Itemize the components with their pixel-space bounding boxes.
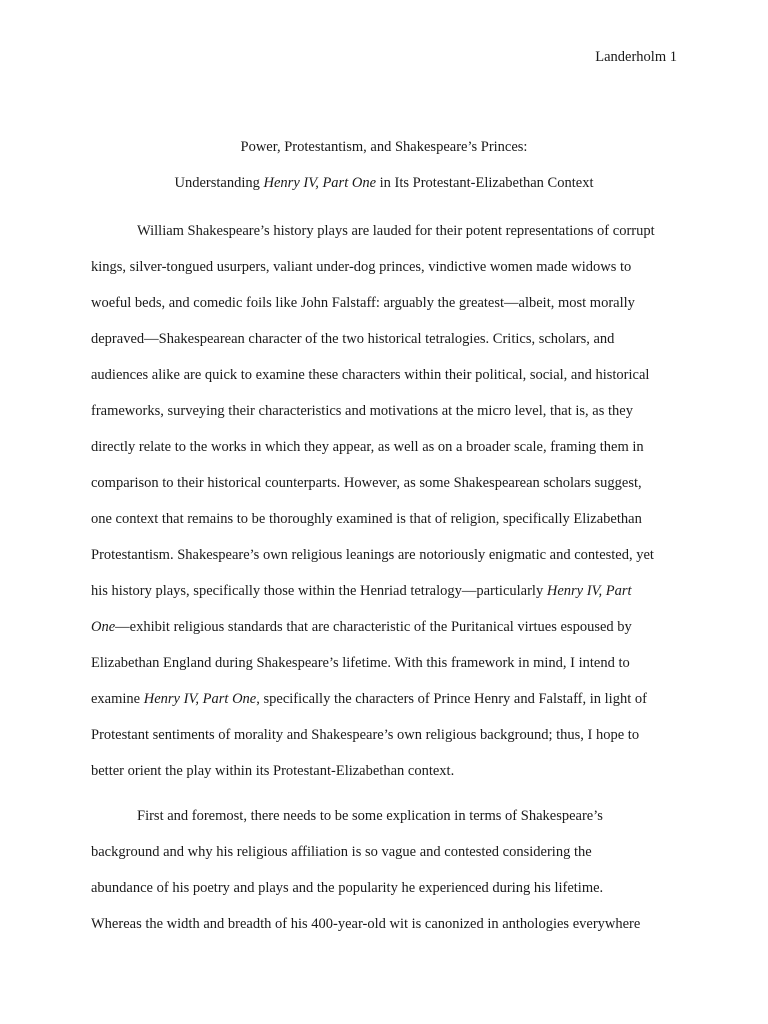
italic-play-name: Henry IV, Part — [546, 583, 632, 599]
paragraph-line: William Shakespeare’s history plays are lauded for their potent representations of corrupt — [137, 223, 655, 239]
paragraph-line: depraved—Shakespearean character of the two historical tetralogies. Critics, scholars, and — [91, 331, 615, 347]
title-italic-play-name: Henry IV, Part One — [263, 175, 377, 191]
paragraph-line: woeful beds, and comedic foils like John Falstaff: arguably the greatest—albeit, most morally — [91, 295, 635, 311]
line-text: examine — [91, 691, 144, 707]
paragraph-line: Whereas the width and breadth of his 400-year-old wit is canonized in anthologies everywhere — [91, 916, 641, 932]
paragraph-line: Protestantism. Shakespeare’s own religious leanings are notoriously enigmatic and contested, yet — [91, 547, 654, 563]
paragraph-line: one context that remains to be thoroughly examined is that of religion, specifically Elizabethan — [91, 511, 642, 527]
paragraph-line: background and why his religious affiliation is so vague and contested considering the — [91, 844, 592, 860]
title-line-2 — [0, 173, 768, 193]
essay-body — [91, 213, 681, 942]
essay-title — [0, 137, 768, 193]
paragraph-spacer — [91, 789, 681, 798]
paragraph-line: frameworks, surveying their characteristics and motivations at the micro level, that is, as they — [91, 403, 633, 419]
paragraph-line: comparison to their historical counterparts. However, as some Shakespearean scholars suggest, — [91, 475, 642, 491]
paragraph-line: abundance of his poetry and plays and the popularity he experienced during his lifetime. — [91, 880, 604, 896]
paragraph-line: Elizabethan England during Shakespeare’s lifetime. With this framework in mind, I intend to — [91, 655, 630, 671]
title-line-2-suffix: in Its Protestant-Elizabethan Context — [376, 175, 594, 191]
paragraph-line — [91, 681, 681, 717]
paragraph-1 — [91, 213, 681, 789]
paragraph-line: better orient the play within its Protestant-Elizabethan context. — [91, 763, 455, 779]
title-line-2-prefix: Understanding — [174, 175, 264, 191]
paragraph-line — [91, 609, 681, 645]
title-line-1: Power, Protestantism, and Shakespeare’s Princes: — [240, 139, 528, 155]
italic-play-name: Henry IV, Part One — [143, 691, 257, 707]
paragraph-line — [91, 573, 681, 609]
paragraph-line: directly relate to the works in which they appear, as well as on a broader scale, framing them in — [91, 439, 644, 455]
line-text: —exhibit religious standards that are characteristic of the Puritanical virtues espoused by — [115, 619, 632, 635]
italic-play-name: One — [91, 619, 116, 635]
paragraph-line: audiences alike are quick to examine these characters within their political, social, and historical — [91, 367, 650, 383]
running-head: Landerholm 1 — [595, 49, 677, 65]
paragraph-line: Protestant sentiments of morality and Shakespeare’s own religious background; thus, I hope to — [91, 727, 640, 743]
paragraph-line: First and foremost, there needs to be some explication in terms of Shakespeare’s — [137, 808, 603, 824]
line-text: his history plays, specifically those within the Henriad tetralogy—particularly — [91, 583, 547, 599]
paragraph-2 — [91, 798, 681, 942]
paragraph-line: kings, silver-tongued usurpers, valiant under-dog princes, vindictive women made widows to — [91, 259, 632, 275]
line-text: , specifically the characters of Prince Henry and Falstaff, in light of — [256, 691, 647, 707]
